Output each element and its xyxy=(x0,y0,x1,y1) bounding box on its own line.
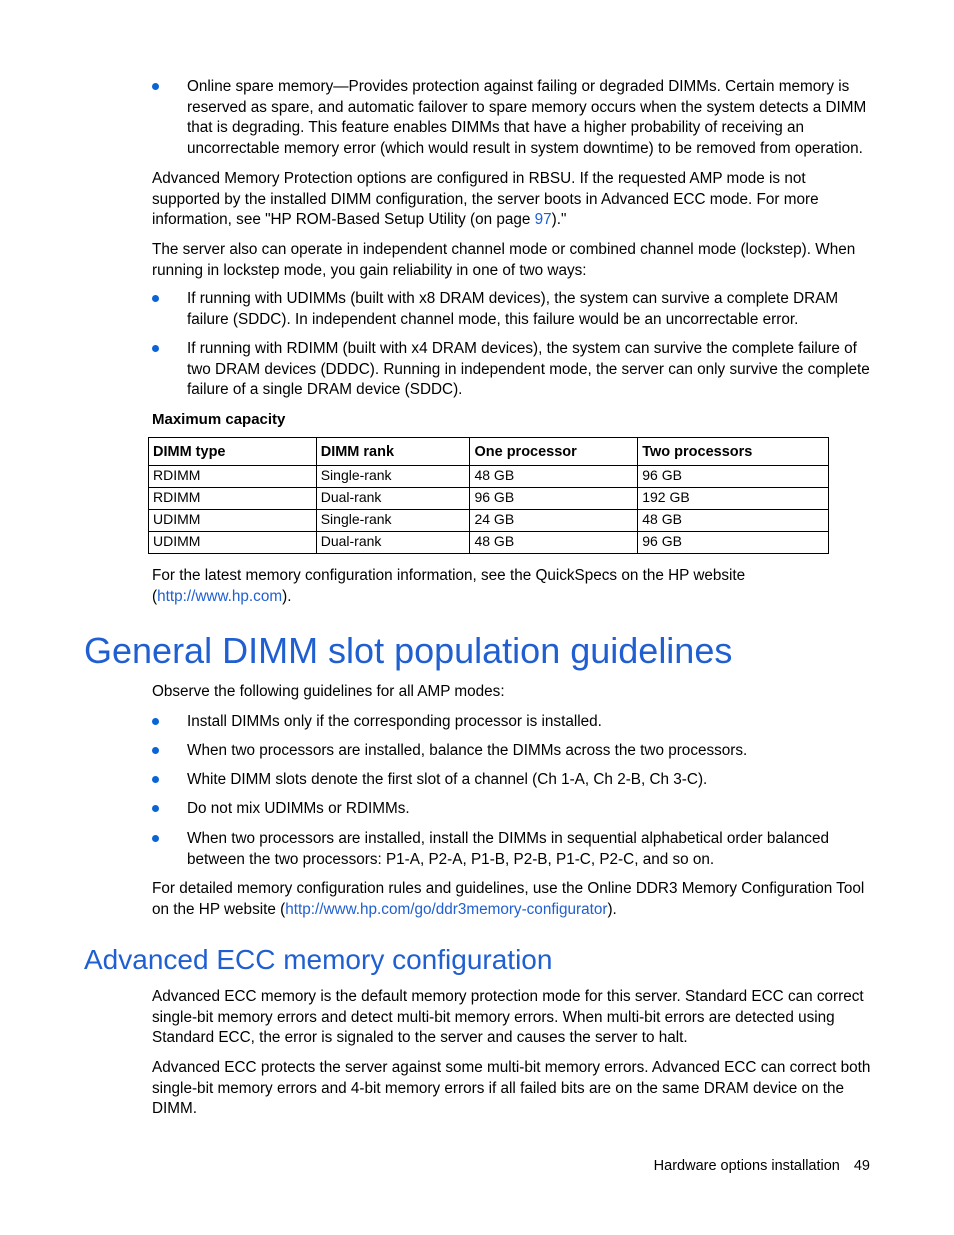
config-tool-text-before: For detailed memory configuration rules and guidelines, use the Online DDR3 Memory Configuration Tool on the HP website ( xyxy=(152,880,865,918)
table-cell: 48 GB xyxy=(470,466,638,488)
config-tool-text-after: ). xyxy=(607,900,617,918)
list-item-text: Online spare memory—Provides protection against failing or degraded DIMMs. Certain memory is reserved as spare, and automatic failover to spare memory occurs when the system detects a DIMM that is degrading. This feature enables DIMMs that have a higher probability of receiving an uncorrectable memory error (which would result in system downtime) to be removed from operation. xyxy=(187,78,867,157)
bullet-icon xyxy=(152,295,159,302)
table-cell: 96 GB xyxy=(638,532,829,554)
table-cell: 96 GB xyxy=(638,466,829,488)
list-item-text: When two processors are installed, balance the DIMMs across the two processors. xyxy=(187,742,748,759)
page-number: 49 xyxy=(853,1158,870,1174)
list-item xyxy=(152,712,872,733)
bullet-icon xyxy=(152,718,159,725)
capacity-table xyxy=(148,437,829,554)
page-footer xyxy=(654,1158,870,1174)
list-item-text: Do not mix UDIMMs or RDIMMs. xyxy=(187,800,410,817)
table-row xyxy=(149,488,829,510)
list-item xyxy=(152,829,872,870)
table-cell: Single-rank xyxy=(316,466,470,488)
list-item xyxy=(152,289,872,330)
table-cell: Dual-rank xyxy=(316,532,470,554)
list-item-text: When two processors are installed, install the DIMMs in sequential alphabetical order balanced between the two processors: P1-A, P2-A, P1-B, P2-B, P1-C, P2-C, and so on. xyxy=(187,830,829,868)
table-cell: RDIMM xyxy=(149,466,317,488)
table-cell: 24 GB xyxy=(470,510,638,532)
table-cell: UDIMM xyxy=(149,532,317,554)
table-cell: Single-rank xyxy=(316,510,470,532)
table-cell: Dual-rank xyxy=(316,488,470,510)
section-heading-dimm-guidelines: General DIMM slot population guidelines xyxy=(84,630,733,671)
list-item xyxy=(152,770,872,791)
lockstep-paragraph: The server also can operate in independent channel mode or combined channel mode (lockstep). When running in lockstep mode, you gain reliability in one of two ways: xyxy=(152,241,856,279)
footer-section-title: Hardware options installation xyxy=(653,1158,840,1174)
amp-text-after: )." xyxy=(551,211,567,228)
ddr3-configurator-link[interactable]: http://www.hp.com/go/ddr3memory-configurator xyxy=(285,900,608,918)
column-header: One processor xyxy=(470,438,638,466)
table-cell: 48 GB xyxy=(638,510,829,532)
list-item-text: If running with UDIMMs (built with x8 DRAM devices), the system can survive a complete DRAM failure (SDDC). In independent channel mode, this failure would be an uncorrectable error. xyxy=(187,290,839,328)
bullet-icon xyxy=(152,835,159,842)
quickspecs-paragraph xyxy=(152,566,872,607)
list-item xyxy=(152,77,872,159)
quickspecs-text-before: For the latest memory configuration information, see the QuickSpecs on the HP website ( xyxy=(152,567,746,605)
table-caption: Maximum capacity xyxy=(152,411,286,428)
table-cell: RDIMM xyxy=(149,488,317,510)
ecc-paragraph: Advanced ECC memory is the default memory protection mode for this server. Standard ECC can correct single-bit memory errors and detect multi-bit memory errors. When multi-bit errors are detected using Standard ECC, the error is signaled to the server and causes the server to halt. xyxy=(152,988,864,1046)
ecc-paragraph: Advanced ECC protects the server against some multi-bit memory errors. Advanced ECC can correct both single-bit memory errors and 4-bit memory errors if all failed bits are on the same DRAM device on the DIMM. xyxy=(152,1059,871,1117)
table-cell: 96 GB xyxy=(470,488,638,510)
page-97-link[interactable]: 97 xyxy=(534,211,552,228)
list-item xyxy=(152,799,872,820)
table-row xyxy=(149,510,829,532)
bullet-icon xyxy=(152,805,159,812)
bullet-icon xyxy=(152,747,159,754)
bullet-icon xyxy=(152,776,159,783)
table-cell: UDIMM xyxy=(149,510,317,532)
amp-text-before: Advanced Memory Protection options are configured in RBSU. If the requested AMP mode is not supported by the installed DIMM configuration, the server boots in Advanced ECC mode. For more information, see "HP ROM-Based Setup Utility (on page xyxy=(152,170,819,228)
bullet-icon xyxy=(152,83,159,90)
amp-paragraph xyxy=(152,169,872,231)
table-row xyxy=(149,532,829,554)
column-header: Two processors xyxy=(638,438,829,466)
section-heading-advanced-ecc: Advanced ECC memory configuration xyxy=(84,944,553,975)
list-item-text: If running with RDIMM (built with x4 DRAM devices), the system can survive the complete failure of two DRAM devices (DDDC). Running in independent mode, the server can only survive the complete failure of a single DRAM device (SDDC). xyxy=(187,340,870,398)
list-item-text: Install DIMMs only if the corresponding processor is installed. xyxy=(187,713,602,730)
hp-website-link[interactable]: http://www.hp.com xyxy=(157,587,283,605)
list-item-text: White DIMM slots denote the first slot of a channel (Ch 1-A, Ch 2-B, Ch 3-C). xyxy=(187,771,708,788)
column-header: DIMM type xyxy=(149,438,317,466)
column-header: DIMM rank xyxy=(316,438,470,466)
table-cell: 48 GB xyxy=(470,532,638,554)
table-cell: 192 GB xyxy=(638,488,829,510)
guidelines-intro: Observe the following guidelines for all AMP modes: xyxy=(152,683,505,700)
bullet-icon xyxy=(152,345,159,352)
table-row xyxy=(149,466,829,488)
config-tool-paragraph xyxy=(152,879,872,920)
table-header-row xyxy=(149,438,829,466)
list-item xyxy=(152,339,872,401)
quickspecs-text-after: ). xyxy=(282,587,292,605)
list-item xyxy=(152,741,872,762)
